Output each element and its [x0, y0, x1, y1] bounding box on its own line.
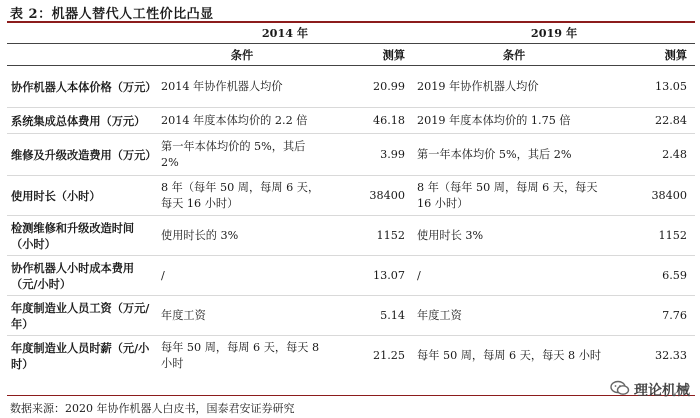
watermark — [610, 380, 690, 400]
table-row — [7, 108, 695, 134]
row-value-2019: 1152 — [615, 216, 695, 256]
condition-header-2019: 条件 — [413, 44, 615, 66]
row-condition-2014: 第一年本体均价的 5%，其后 2% — [157, 134, 327, 176]
row-value-2019: 22.84 — [615, 108, 695, 134]
row-value-2014: 13.07 — [327, 256, 413, 296]
table-title: 表 2：机器人替代人工性价比凸显 — [10, 7, 214, 22]
table-row — [7, 176, 695, 216]
row-value-2019: 32.33 — [655, 348, 688, 362]
row-item: 维修及升级改造费用（万元） — [7, 134, 157, 176]
row-condition-2019: 使用时长 3% — [413, 216, 615, 256]
estimate-header-2014: 测算 — [327, 44, 413, 66]
row-item: 检测维修和升级改造时间（小时） — [7, 216, 157, 256]
row-condition-2014: 8 年（每年 50 周，每周 6 天，每天 16 小时） — [157, 176, 327, 216]
row-condition-2019: 8 年（每年 50 周，每周 6 天，每天 16 小时） — [413, 176, 615, 216]
row-value-2019: 7.76 — [615, 296, 695, 336]
bottom-rule — [7, 395, 695, 396]
year-header-row — [7, 23, 695, 44]
row-value-2014: 20.99 — [327, 66, 413, 108]
row-condition-2019: 2019 年协作机器人均价 — [413, 66, 615, 108]
row-item: 年度制造业人员工资（万元/年） — [7, 296, 157, 336]
row-condition-2019: 年度工资 — [413, 296, 615, 336]
row-value-2019: 2.48 — [615, 134, 695, 176]
empty-header — [7, 23, 157, 44]
table-row — [7, 134, 695, 176]
row-item: 协作机器人小时成本费用（元/小时） — [7, 256, 157, 296]
row-condition-2014: 使用时长的 3% — [157, 216, 327, 256]
row-value-2019: 38400 — [615, 176, 695, 216]
row-value-2014: 21.25 — [372, 348, 406, 362]
source-note: 数据来源：2020 年协作机器人白皮书，国泰君安证券研究 — [10, 402, 295, 415]
row-value-2014: 46.18 — [327, 108, 413, 134]
row-condition-2019: 2019 年度本体均价的 1.75 倍 — [413, 108, 615, 134]
watermark-text: 理论机械 — [634, 383, 690, 399]
year-2019-header: 2019 年 — [413, 23, 695, 44]
row-condition-2019: 每年 50 周，每周 6 天，每天 8 小时 — [417, 348, 602, 362]
row-value-2014: 3.99 — [327, 134, 413, 176]
row-condition-2014: 年度工资 — [157, 296, 327, 336]
row-value-2014: 1152 — [327, 216, 413, 256]
wechat-icon — [610, 380, 630, 400]
table-row — [7, 296, 695, 336]
table-row — [7, 256, 695, 296]
row-condition-2014: 2014 年度本体均价的 2.2 倍 — [157, 108, 327, 134]
row-value-2014: 5.14 — [327, 296, 413, 336]
comparison-table — [7, 23, 695, 376]
row-value-2019: 6.59 — [615, 256, 695, 296]
row-item: 使用时长（小时） — [7, 176, 157, 216]
row-value-2019: 13.05 — [615, 66, 695, 108]
column-header-row — [7, 44, 695, 66]
estimate-header-2019: 测算 — [615, 44, 695, 66]
row-condition-2019: / — [413, 256, 615, 296]
empty-subheader — [7, 44, 157, 66]
table-row — [7, 216, 695, 256]
row-value-2014: 38400 — [327, 176, 413, 216]
row-item: 协作机器人本体价格（万元） — [7, 66, 157, 108]
table-row — [7, 66, 695, 108]
row-condition-2014: / — [157, 256, 327, 296]
row-item: 年度制造业人员时薪（元/小时） — [11, 340, 150, 371]
row-condition-2014: 每年 50 周，每周 6 天，每天 8 小时 — [161, 340, 320, 370]
condition-header-2014: 条件 — [157, 44, 327, 66]
row-condition-2014: 2014 年协作机器人均价 — [157, 66, 327, 108]
year-2014-header: 2014 年 — [157, 23, 413, 44]
table-row — [7, 336, 695, 376]
row-condition-2019: 第一年本体均价 5%，其后 2% — [413, 134, 615, 176]
row-item: 系统集成总体费用（万元） — [7, 108, 157, 134]
